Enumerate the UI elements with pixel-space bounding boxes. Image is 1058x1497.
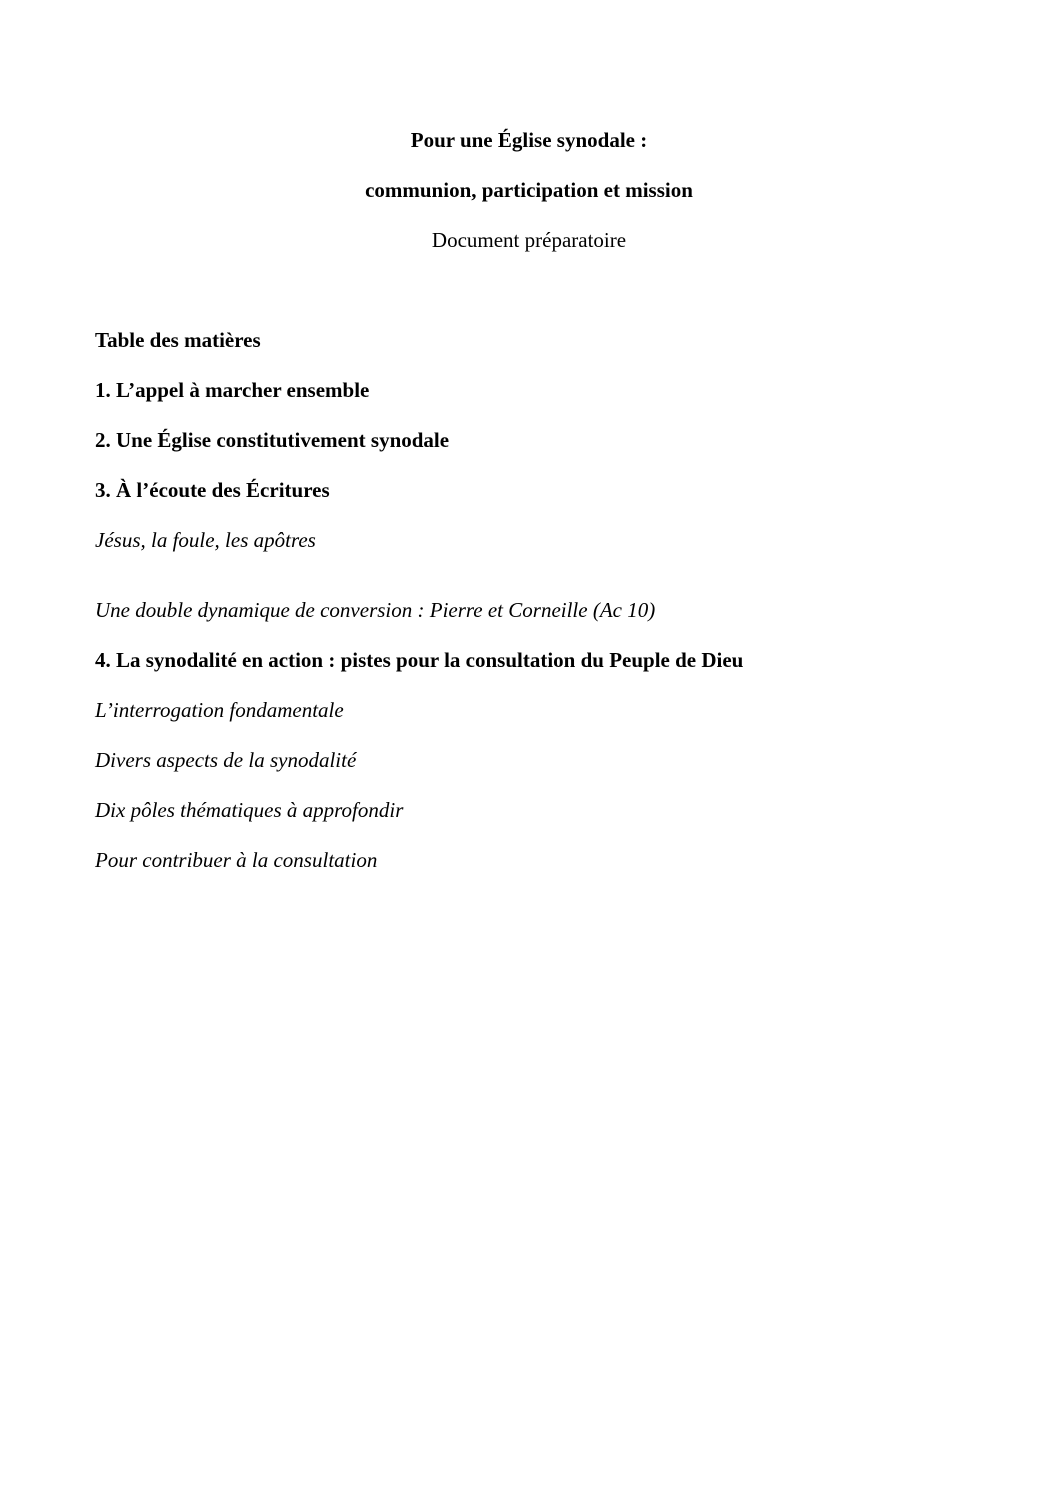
document-title-block [0,0,1058,265]
text-line: Divers aspects de la synodalité [95,748,357,772]
toc-heading: Table des matières [95,328,261,352]
text-line: Une double dynamique de conversion : Pierre et Corneille (Ac 10) [95,598,656,622]
text-line: 2. Une Église constitutivement synodale [95,428,450,452]
text-line: 1. L’appel à marcher ensemble [95,378,370,402]
text-line: 4. La synodalité en action : pistes pour la consultation du Peuple de Dieu [95,648,744,672]
text-line: 3. À l’écoute des Écritures [95,478,330,502]
text-line: Document préparatoire [431,228,627,252]
table-of-contents [95,315,1058,885]
text-line: Pour contribuer à la consultation [95,848,378,872]
text-line: Dix pôles thématiques à approfondir [95,798,404,822]
toc-entries [95,365,1058,885]
text-line: communion, participation et mission [365,178,693,202]
text-line: Jésus, la foule, les apôtres [95,528,316,552]
text-line: Pour une Église synodale : [410,128,648,152]
text-line: L’interrogation fondamentale [95,698,344,722]
